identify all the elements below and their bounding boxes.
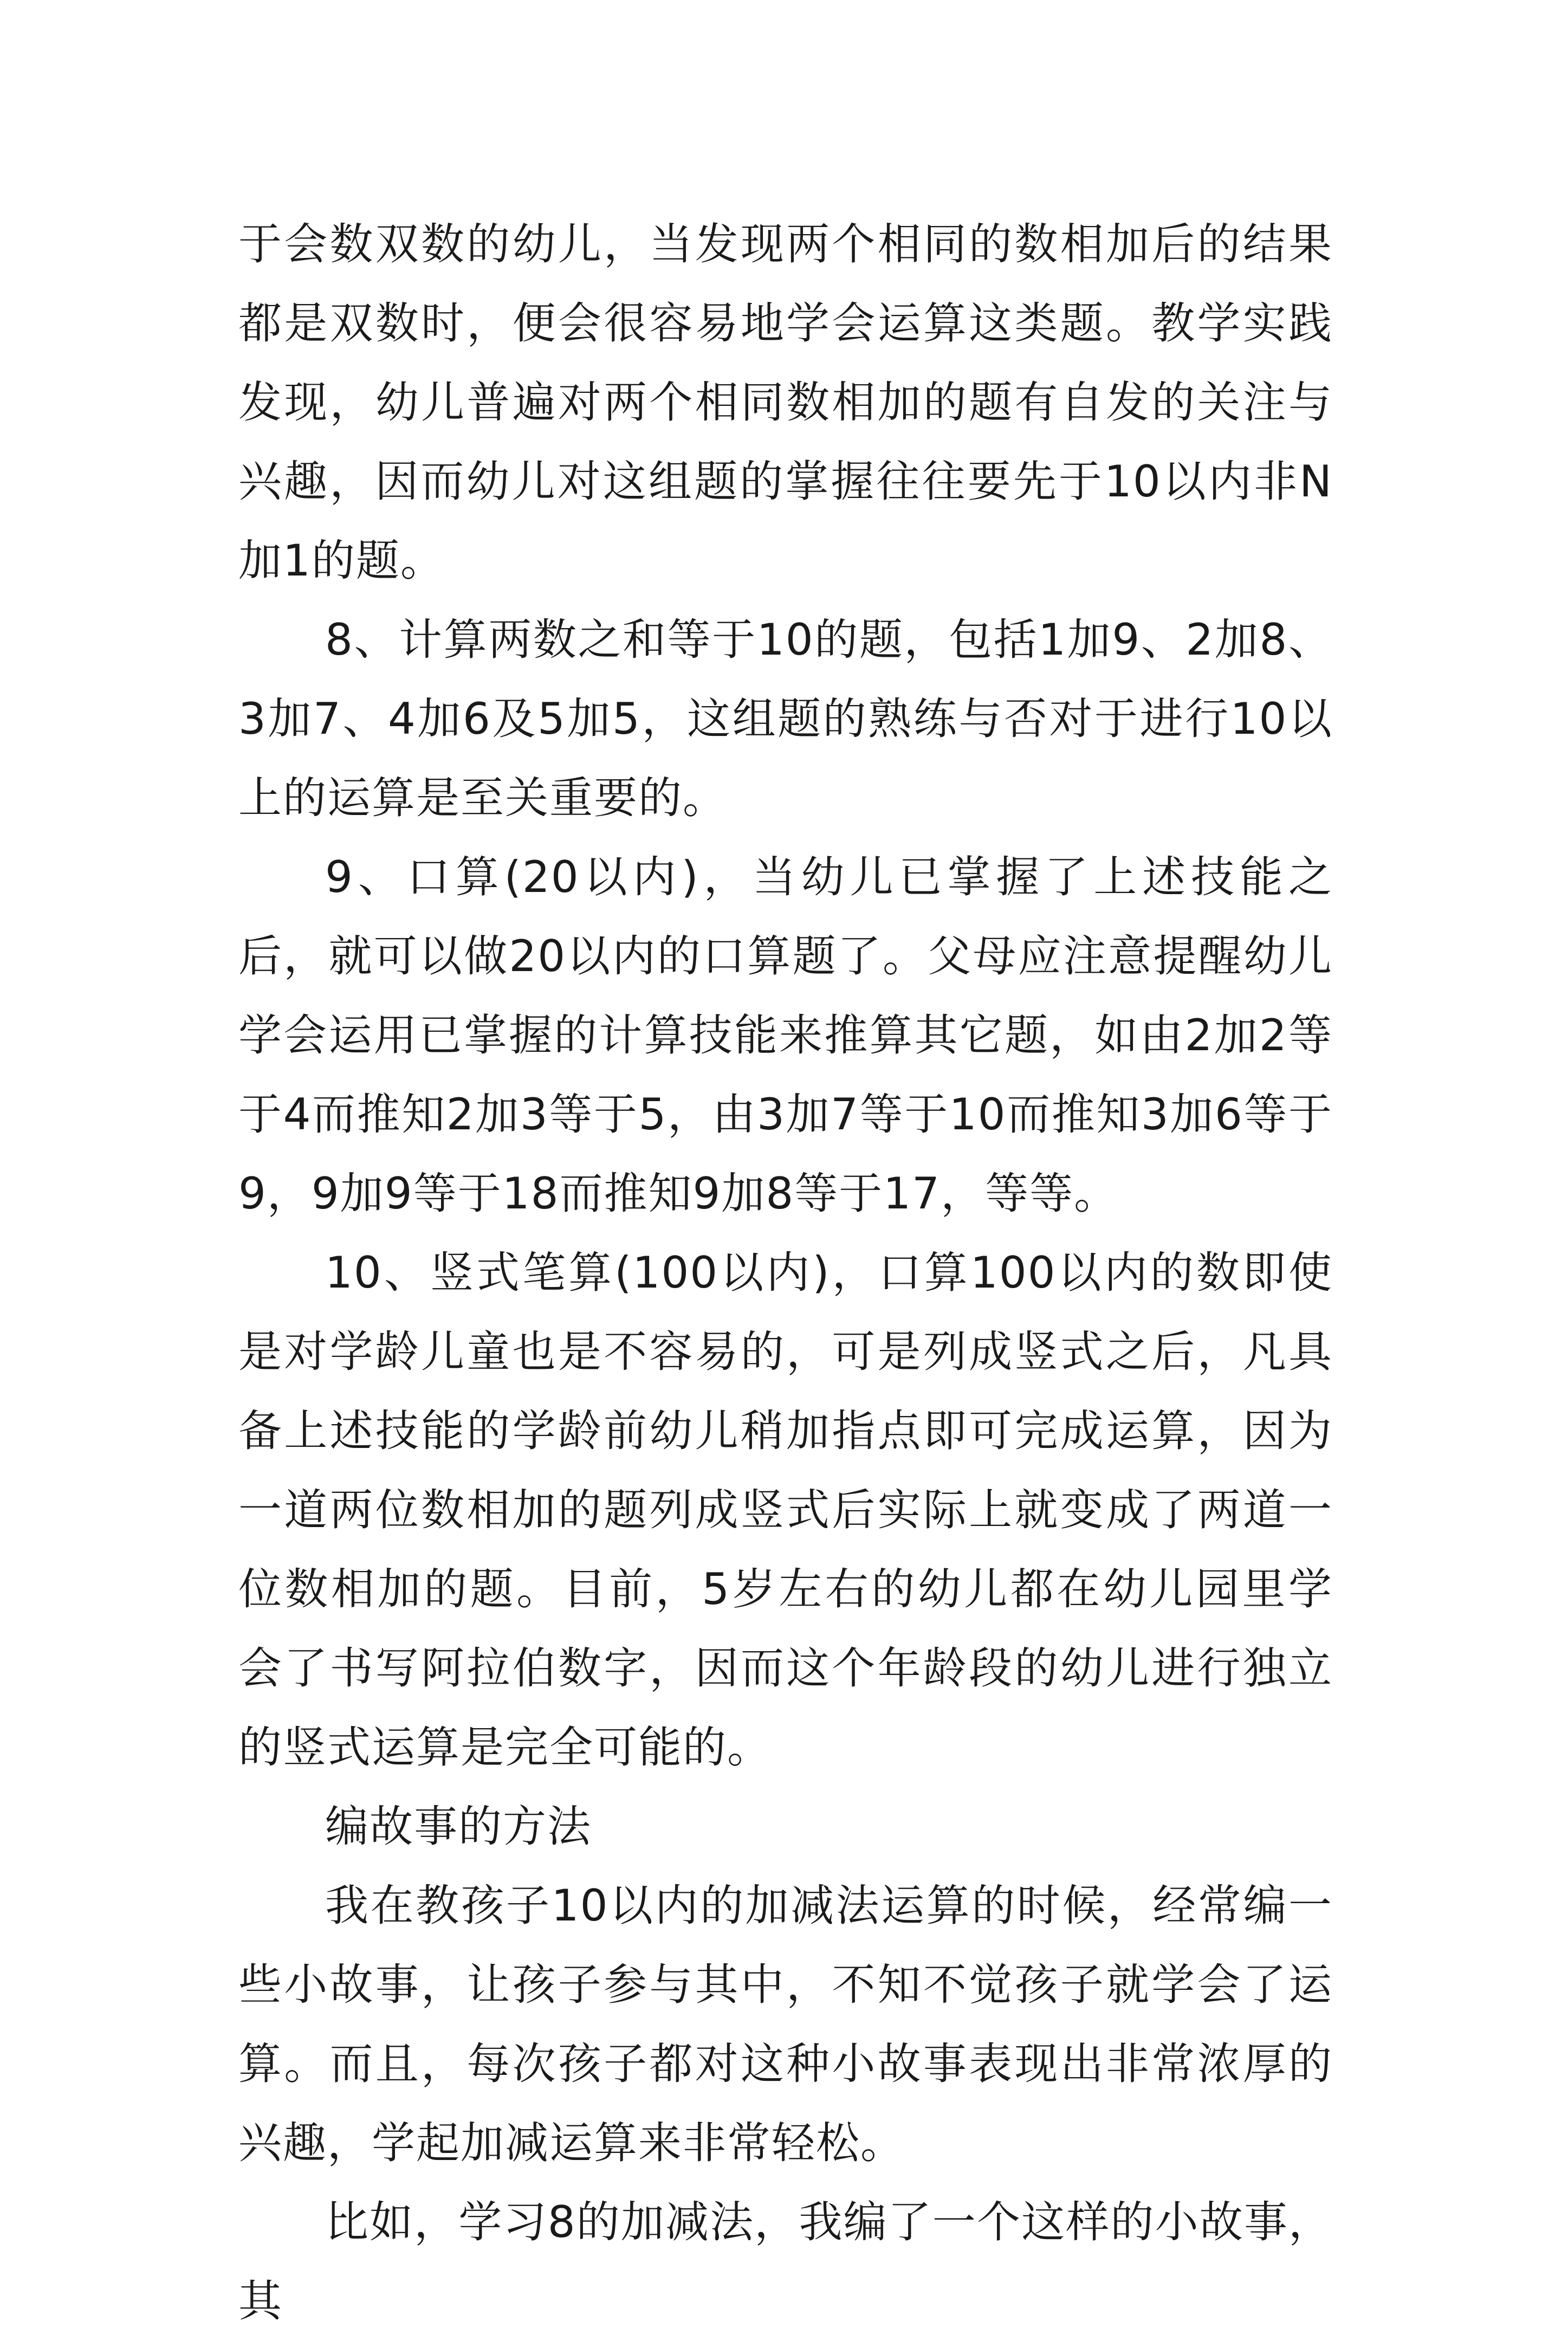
paragraph-continuation: 于会数双数的幼儿，当发现两个相同的数相加后的结果都是双数时，便会很容易地学会运算这类题。教学实践发现，幼儿普遍对两个相同数相加的题有自发的关注与兴趣，因而幼儿对这组题的掌握往往要先于10以内非N加1的题。 bbox=[238, 219, 1333, 586]
paragraph-story-example: 比如，学习8的加减法，我编了一个这样的小故事，其 bbox=[238, 2197, 1333, 2326]
paragraph-story-intro: 我在教孩子10以内的加减法运算的时候，经常编一些小故事，让孩子参与其中，不知不觉孩子就学会了运算。而且，每次孩子都对这种小故事表现出非常浓厚的兴趣，学起加减运算来非常轻松。 bbox=[238, 1880, 1333, 2168]
body-text bbox=[238, 205, 1333, 2341]
paragraph-item-9: 9、口算(20以内)，当幼儿已掌握了上述技能之后，就可以做20以内的口算题了。父母应注意提醒幼儿学会运用已掌握的计算技能来推算其它题，如由2加2等于4而推知2加3等于5，由3加7等于10而推知3加6等于9，9加9等于18而推知9加8等于17，等等。 bbox=[238, 852, 1333, 1219]
paragraph-item-10: 10、竖式笔算(100以内)，口算100以内的数即使是对学龄儿童也是不容易的，可是列成竖式之后，凡具备上述技能的学龄前幼儿稍加指点即可完成运算，因为一道两位数相加的题列成竖式后实际上就变成了两道一位数相加的题。目前，5岁左右的幼儿都在幼儿园里学会了书写阿拉伯数字，因而这个年龄段的幼儿进行独立的竖式运算是完全可能的。 bbox=[238, 1247, 1333, 1773]
section-heading: 编故事的方法 bbox=[325, 1801, 592, 1852]
paragraph-item-8: 8、计算两数之和等于10的题，包括1加9、2加8、3加7、4加6及5加5，这组题的熟练与否对于进行10以上的运算是至关重要的。 bbox=[238, 615, 1333, 823]
